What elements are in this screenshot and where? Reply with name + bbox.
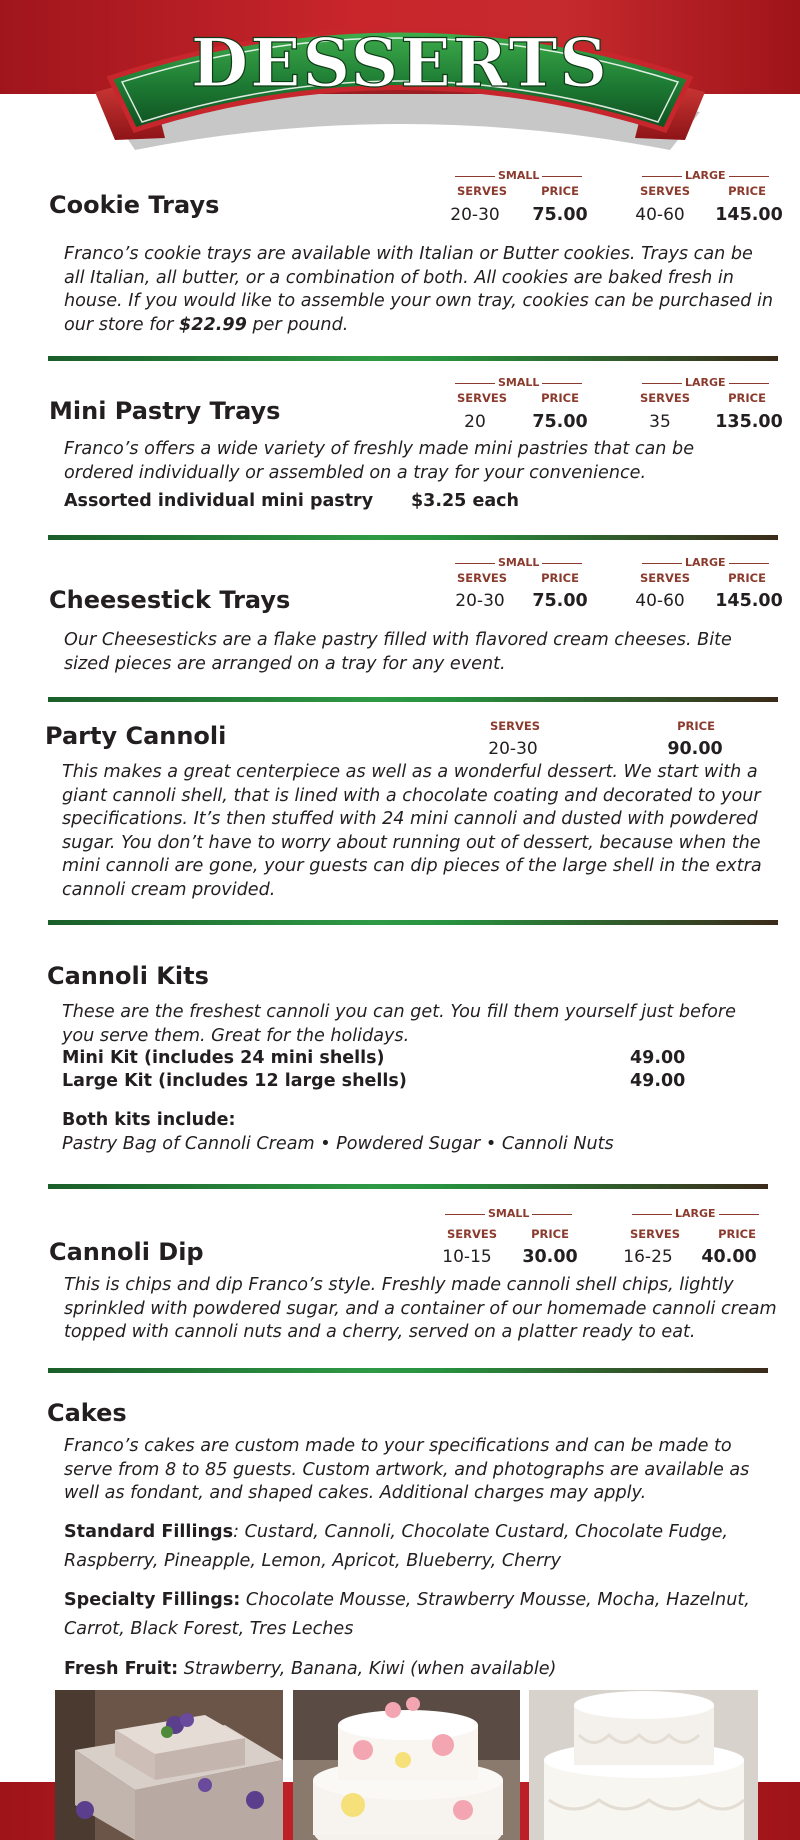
fresh-fruit: Fresh Fruit: Strawberry, Banana, Kiwi (when available) xyxy=(64,1659,557,1679)
mini-pastry-description: Franco’s offers a wide variety of freshly made mini pastries that can be ordered individually or assembled on a tray for your convenience. xyxy=(64,439,695,483)
price-label: PRICE xyxy=(677,719,715,733)
cakes-description: Franco’s cakes are custom made to your specifications and can be made to serve from 8 to 85 guests. Custom artwork, and photographs are available as well as fondant, and shaped cakes. Additional charges may apply. xyxy=(64,1436,750,1504)
small-serves: 20-30 xyxy=(450,205,500,225)
large-price: 145.00 xyxy=(715,591,783,611)
large-price: 40.00 xyxy=(701,1247,757,1267)
party-cannoli-title: Party Cannoli xyxy=(45,722,227,750)
small-header: SMALL xyxy=(452,169,585,182)
serves-label: SERVES xyxy=(456,571,508,585)
price-label: PRICE xyxy=(541,184,579,198)
cannoli-dip-title: Cannoli Dip xyxy=(49,1238,204,1266)
large-price: 145.00 xyxy=(715,205,783,225)
cheesestick-description: Our Cheesesticks are a flake pastry filled with flavored cream cheeses. Bite sized pieces are arranged on a tray for any event. xyxy=(64,630,732,674)
large-kit-price: 49.00 xyxy=(630,1071,686,1091)
serves-label: SERVES xyxy=(456,184,508,198)
price-label: PRICE xyxy=(531,1227,569,1241)
individual-pastry-label: Assorted individual mini pastry xyxy=(64,491,374,511)
standard-fillings: Standard Fillings: Custard, Cannoli, Chocolate Custard, Chocolate Fudge, Raspberry, Pineapple, Lemon, Apricot, Blueberry, Cherry xyxy=(64,1522,728,1571)
small-price: 75.00 xyxy=(532,412,588,432)
cake-photo-square xyxy=(55,1690,283,1840)
price-label: PRICE xyxy=(718,1227,756,1241)
mini-pastry-trays-title: Mini Pastry Trays xyxy=(49,397,281,425)
both-kits-items: Pastry Bag of Cannoli Cream • Powdered Sugar • Cannoli Nuts xyxy=(62,1134,614,1154)
desserts-banner xyxy=(0,0,800,160)
large-header: LARGE xyxy=(629,1207,762,1220)
small-price: 30.00 xyxy=(522,1247,578,1267)
large-price: 135.00 xyxy=(715,412,783,432)
party-cannoli-description: This makes a great centerpiece as well as a wonderful dessert. We start with a giant cannoli shell, that is lined with a chocolate coating and decorated to your specifications. It’s then stuffed with 24 mini cannoli and dusted with powdered sugar. You don’t have to worry about running out of dessert, because when the mini cannoli are gone, your guests can dip pieces of the large shell in the extra cannoli cream provided. xyxy=(62,762,762,900)
cannoli-kits-title: Cannoli Kits xyxy=(47,962,209,990)
small-serves: 20-30 xyxy=(455,591,505,611)
section-divider xyxy=(48,1368,768,1373)
small-serves: 20 xyxy=(464,412,486,432)
price-label: PRICE xyxy=(728,391,766,405)
small-header: SMALL xyxy=(452,556,585,569)
small-price: 75.00 xyxy=(532,591,588,611)
small-price: 75.00 xyxy=(532,205,588,225)
large-serves: 35 xyxy=(649,412,671,432)
cookie-trays-description: Franco’s cookie trays are available with Italian or Butter cookies. Trays can be all Italian, all butter, or a combination of both. All cookies are baked fresh in house. If you would like to assemble your own tray, cookies can be purchased in our store for $22.99 per pound. xyxy=(64,244,774,335)
serves-label: SERVES xyxy=(446,1227,498,1241)
cheesestick-trays-title: Cheesestick Trays xyxy=(49,586,291,614)
section-divider xyxy=(48,920,778,925)
small-serves: 10-15 xyxy=(442,1247,492,1267)
large-header: LARGE xyxy=(639,556,772,569)
large-header: LARGE xyxy=(639,169,772,182)
large-serves: 40-60 xyxy=(635,591,685,611)
cannoli-kits-description: These are the freshest cannoli you can get. You fill them yourself just before you serve them. Great for the holidays. xyxy=(62,1002,736,1046)
price-label: PRICE xyxy=(541,571,579,585)
large-serves: 40-60 xyxy=(635,205,685,225)
section-divider xyxy=(48,697,778,702)
serves-label: SERVES xyxy=(629,1227,681,1241)
party-cannoli-price: 90.00 xyxy=(667,739,723,759)
large-serves: 16-25 xyxy=(623,1247,673,1267)
both-kits-label: Both kits include: xyxy=(62,1110,236,1130)
price-label: PRICE xyxy=(728,571,766,585)
cakes-title: Cakes xyxy=(47,1399,127,1427)
section-divider xyxy=(48,535,778,540)
individual-pastry-price: $3.25 each xyxy=(411,491,519,511)
cannoli-dip-description: This is chips and dip Franco’s style. Freshly made cannoli shell chips, lightly sprinkled with powdered sugar, and a container of our homemade cannoli cream topped with cannoli nuts and a cherry, served on a platter ready to eat. xyxy=(64,1275,777,1343)
price-label: PRICE xyxy=(728,184,766,198)
serves-label: SERVES xyxy=(639,391,691,405)
large-kit-label: Large Kit (includes 12 large shells) xyxy=(62,1071,407,1091)
specialty-fillings: Specialty Fillings: Chocolate Mousse, Strawberry Mousse, Mocha, Hazelnut, Carrot, Black Forest, Tres Leches xyxy=(64,1590,750,1639)
section-divider xyxy=(48,356,778,361)
banner-title: DESSERTS xyxy=(190,24,610,102)
small-header: SMALL xyxy=(442,1207,575,1220)
serves-label: SERVES xyxy=(456,391,508,405)
small-header: SMALL xyxy=(452,376,585,389)
cake-photo-polka-dot xyxy=(293,1690,520,1840)
mini-kit-label: Mini Kit (includes 24 mini shells) xyxy=(62,1048,385,1068)
cookie-trays-title: Cookie Trays xyxy=(49,191,220,219)
price-label: PRICE xyxy=(541,391,579,405)
serves-label: SERVES xyxy=(639,571,691,585)
large-header: LARGE xyxy=(639,376,772,389)
party-cannoli-serves: 20-30 xyxy=(488,739,538,759)
cake-photo-white-tiered xyxy=(529,1690,758,1840)
serves-label: SERVES xyxy=(489,719,541,733)
serves-label: SERVES xyxy=(639,184,691,198)
mini-kit-price: 49.00 xyxy=(630,1048,686,1068)
section-divider xyxy=(48,1184,768,1189)
